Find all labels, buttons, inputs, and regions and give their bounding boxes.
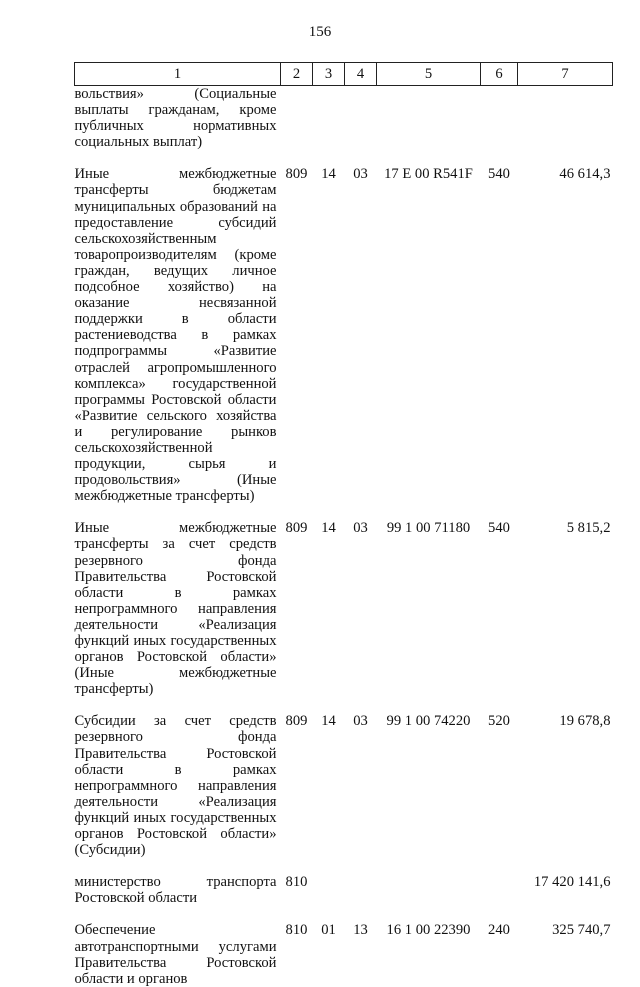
- row-expense-type: 540: [488, 520, 510, 537]
- row-section: 14: [321, 166, 336, 183]
- row-subsection: [345, 874, 377, 906]
- row-subsection: [345, 86, 377, 151]
- row-target-article: 99 1 00 74220: [386, 713, 471, 730]
- table-row: [75, 520, 613, 697]
- row-expense-type: 520: [488, 713, 510, 730]
- row-subsection: 03: [353, 520, 368, 537]
- row-ministry-code: 810: [285, 922, 308, 939]
- header-col-4: 4: [345, 63, 377, 86]
- row-subsection: 03: [353, 166, 368, 183]
- row-ministry-code: 809: [285, 713, 308, 730]
- row-section: 01: [321, 922, 336, 939]
- row-name: вольствия» (Социальные выплаты гражданам, кроме публичных нормативных социальных выплат): [74, 86, 277, 151]
- table-row: [75, 166, 613, 504]
- row-section: [313, 874, 345, 906]
- row-ministry-code: 810: [285, 874, 308, 891]
- row-amount: 19 678,8: [559, 713, 611, 730]
- row-expense-type: 240: [488, 922, 510, 939]
- row-target-article: [377, 86, 481, 151]
- row-amount: 17 420 141,6: [533, 874, 611, 891]
- table-header-row: [75, 63, 613, 86]
- row-target-article: 17 Е 00 R541F: [384, 166, 473, 183]
- row-name: Субсидии за счет средств резервного фонда Правительства Ростовской области в рамках непрограммного направления деятельности «Реализация функций иных государственных органов Ростовской области» (Субсидии): [74, 713, 277, 859]
- row-subsection: 03: [353, 713, 368, 730]
- header-col-3: 3: [313, 63, 345, 86]
- header-col-6: 6: [481, 63, 518, 86]
- row-expense-type: 540: [488, 166, 510, 183]
- header-col-1: 1: [75, 63, 281, 86]
- row-ministry-code: 809: [285, 520, 308, 537]
- row-target-article: [377, 874, 481, 906]
- row-target-article: 99 1 00 71180: [386, 520, 471, 537]
- row-name: Иные межбюджетные трансферты бюджетам муниципальных образований на предоставление субсидий сельскохозяйственным товаропроизводителям (кроме граждан, ведущих личное подсобное хозяйство) на оказание несвязанной поддержки в области растениеводства в рамках подпрограммы «Развитие отраслей агропромышленного комплекса» государственной программы Ростовской области «Развитие сельского хозяйства и регулирование рынков сельскохозяйственной продукции, сырья и продовольствия» (Иные межбюджетные трансферты): [74, 166, 277, 505]
- row-section: 14: [321, 713, 336, 730]
- row-name: Обеспечение автотранспортными услугами Правительства Ростовской области и органов: [74, 922, 277, 987]
- table-row: [75, 874, 613, 906]
- row-section: 14: [321, 520, 336, 537]
- budget-table: [74, 62, 613, 987]
- row-ministry-code: [281, 86, 313, 151]
- row-amount: 5 815,2: [566, 520, 611, 537]
- table-row: [75, 713, 613, 858]
- row-name: министерство транспорта Ростовской области: [74, 874, 277, 907]
- row-amount: [518, 86, 613, 151]
- header-col-2: 2: [281, 63, 313, 86]
- row-ministry-code: 809: [285, 166, 308, 183]
- table-row: [75, 86, 613, 151]
- table-row: [75, 922, 613, 986]
- row-expense-type: [481, 874, 518, 906]
- row-section: [313, 86, 345, 151]
- row-name: Иные межбюджетные трансферты за счет средств резервного фонда Правительства Ростовской области в рамках непрограммного направления деятельности «Реализация функций иных государственных органов Ростовской области» (Иные межбюджетные трансферты): [74, 520, 277, 698]
- row-amount: 46 614,3: [559, 166, 611, 183]
- row-expense-type: [481, 86, 518, 151]
- row-target-article: 16 1 00 22390: [386, 922, 471, 939]
- row-subsection: 13: [353, 922, 368, 939]
- header-col-7: 7: [518, 63, 613, 86]
- row-amount: 325 740,7: [552, 922, 611, 939]
- header-col-5: 5: [377, 63, 481, 86]
- page-number: 156: [308, 24, 332, 40]
